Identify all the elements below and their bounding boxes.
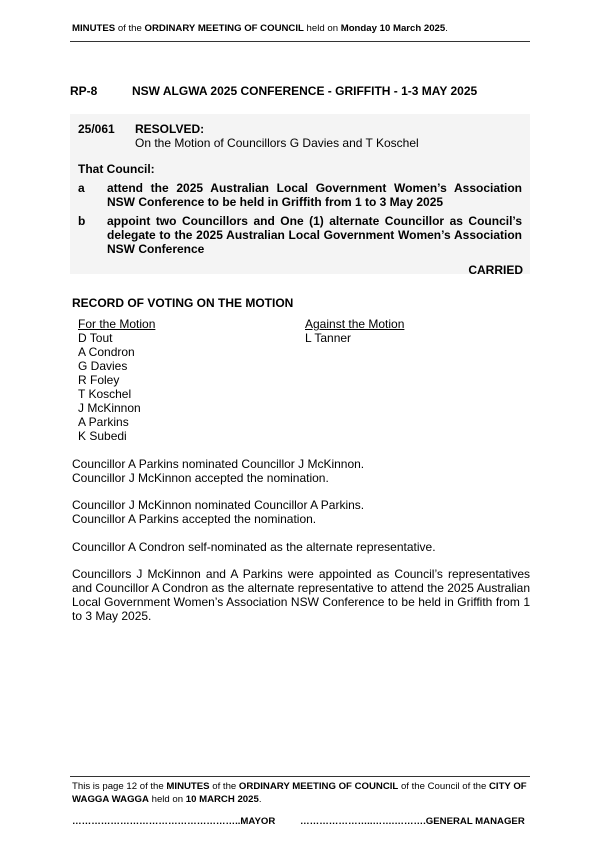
for-voter: R Foley [78, 373, 120, 387]
gm-signature-line: …………………..…….……….GENERAL MANAGER [300, 816, 525, 827]
paragraph-line: Councillor A Parkins accepted the nomination. [72, 512, 317, 526]
footer-minutes: MINUTES [166, 781, 210, 792]
footer-text: of the Council of the [398, 781, 489, 792]
clause-text: appoint two Councillors and One (1) alternate Councillor as Council’s delegate to the 2025 Australian Local Government Women’s Association NSW Conference [107, 214, 522, 256]
for-voter: A Condron [78, 345, 135, 359]
footer-text: held on [148, 794, 186, 805]
for-voter: K Subedi [78, 429, 127, 443]
footer-date: 10 MARCH 2025 [185, 794, 259, 805]
paragraph-line: Councillor J McKinnon nominated Councillor A Parkins. [72, 498, 365, 512]
footer-divider [70, 776, 530, 777]
nomination-paragraph [72, 498, 530, 526]
footer-text: . [258, 794, 262, 805]
footer-text: This is page 12 of the [72, 781, 167, 792]
header-divider [70, 41, 530, 42]
paragraph-line: Councillor A Parkins nominated Councillor J McKinnon. [72, 457, 365, 471]
clause-text: attend the 2025 Australian Local Government Women’s Association NSW Conference to be held in Griffith from 1 to 3 May 2025 [107, 181, 522, 209]
paragraph-line: Councillor J McKinnon accepted the nomination. [72, 471, 329, 485]
footer-meeting: ORDINARY MEETING OF COUNCIL [238, 781, 399, 792]
alternate-paragraph: Councillor A Condron self-nominated as the alternate representative. [72, 540, 436, 554]
carried-label: CARRIED [468, 263, 523, 277]
resolution-number: 25/061 [78, 122, 115, 136]
for-voter: J McKinnon [78, 401, 141, 415]
that-council: That Council: [78, 162, 155, 176]
page-header [72, 23, 448, 34]
item-heading [70, 84, 477, 98]
resolution-title: RESOLVED: [135, 122, 205, 136]
for-voter: T Koschel [78, 387, 132, 401]
appointment-paragraph: Councillors J McKinnon and A Parkins were appointed as Council’s representatives and Councillor A Condron as the alternate representative to attend the 2025 Australian Local Government Women’s Association NSW Conference to be held in Griffith from 1 to 3 May 2025. [72, 567, 530, 623]
header-meeting: ORDINARY MEETING OF COUNCIL [144, 23, 304, 34]
against-voter: L Tanner [305, 331, 352, 345]
clause-letter: a [78, 181, 85, 195]
for-heading: For the Motion [78, 317, 156, 331]
header-text: of the [115, 23, 145, 34]
for-voter: G Davies [78, 359, 128, 373]
header-date: Monday 10 March 2025 [340, 23, 446, 34]
clause-letter: b [78, 214, 86, 228]
item-ref: RP-8 [70, 84, 98, 98]
voting-heading: RECORD OF VOTING ON THE MOTION [72, 296, 294, 310]
header-text: . [445, 23, 448, 34]
header-text: held on [303, 23, 341, 34]
resolution-motion: On the Motion of Councillors G Davies and T Koschel [135, 136, 419, 150]
footer-council: CITY OF WAGGA WAGGA [72, 781, 527, 805]
for-voter: D Tout [78, 331, 113, 345]
header-minutes: MINUTES [72, 23, 116, 34]
mayor-signature-line: ……………………………………………..MAYOR [72, 816, 276, 827]
against-heading: Against the Motion [305, 317, 405, 331]
nomination-paragraph [72, 457, 530, 485]
page-footer [72, 780, 530, 806]
footer-text: of the [209, 781, 239, 792]
for-voter: A Parkins [78, 415, 129, 429]
item-title: NSW ALGWA 2025 CONFERENCE - GRIFFITH - 1-3 MAY 2025 [132, 84, 478, 98]
